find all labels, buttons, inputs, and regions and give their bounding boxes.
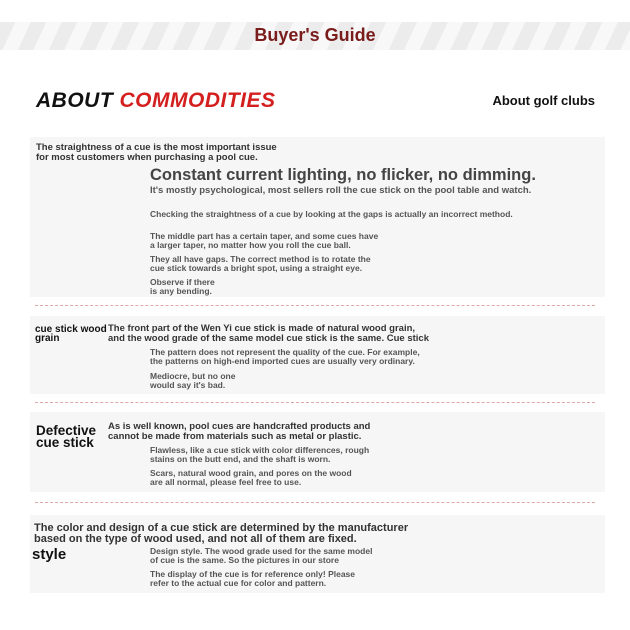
sec1-text-3: The middle part has a certain taper, and some cues have a larger taper, no matter how you roll the cue ball. — [150, 231, 379, 250]
about-golf-clubs-heading: About golf clubs — [492, 93, 595, 108]
divider-3 — [35, 502, 595, 503]
page-title: Buyer's Guide — [254, 25, 376, 45]
sec4-label: style — [32, 546, 67, 563]
sec1-text-5: Observe if there is any bending. — [150, 277, 215, 296]
sec3-label: Defective cue stick — [36, 423, 97, 450]
sec1-text-1: It's mostly psychological, most sellers roll the cue stick on the pool table and watch. — [150, 185, 532, 196]
sec4-intro: The color and design of a cue stick are determined by the manufacturer based on the type of wood used, and not all of them are fixed. — [34, 522, 409, 545]
sec2-text-2: The pattern does not represent the quality of the cue. For example, the patterns on high-end imported cues are usually very ordinary. — [150, 347, 420, 366]
about-heading-red: COMMODITIES — [119, 89, 276, 112]
about-heading-black: ABOUT — [36, 89, 120, 112]
sec1-text-4: They all have gaps. The correct method is to rotate the cue stick towards a bright spot, using a straight eye. — [150, 254, 371, 273]
sec1-headline: Constant current lighting, no flicker, no dimming. — [150, 166, 536, 184]
sec2-text-3: Mediocre, but no one would say it's bad. — [150, 371, 236, 390]
sec2-label: cue stick wood grain — [35, 324, 107, 344]
sec1-text-2: Checking the straightness of a cue by looking at the gaps is actually an incorrect method. — [150, 209, 513, 219]
sec3-text-1: As is well known, pool cues are handcrafted products and cannot be made from materials such as metal or plastic. — [108, 421, 371, 442]
sec4-text-1: Design style. The wood grade used for the same model of cue is the same. So the pictures in our store — [150, 546, 373, 565]
divider-1 — [35, 305, 595, 306]
sec2-text-1: The front part of the Wen Yi cue stick is made of natural wood grain, and the wood grade of the same model cue stick is the same. Cue stick — [108, 323, 429, 344]
about-commodities-heading — [36, 89, 276, 113]
sec3-text-3: Scars, natural wood grain, and pores on the wood are all normal, please feel free to use. — [150, 468, 352, 487]
divider-2 — [35, 402, 595, 403]
sec3-text-2: Flawless, like a cue stick with color differences, rough stains on the butt end, and the shaft is worn. — [150, 445, 370, 464]
sec4-text-2: The display of the cue is for reference only! Please refer to the actual cue for color and pattern. — [150, 569, 356, 588]
sec1-intro: The straightness of a cue is the most important issue for most customers when purchasing a pool cue. — [36, 142, 277, 163]
